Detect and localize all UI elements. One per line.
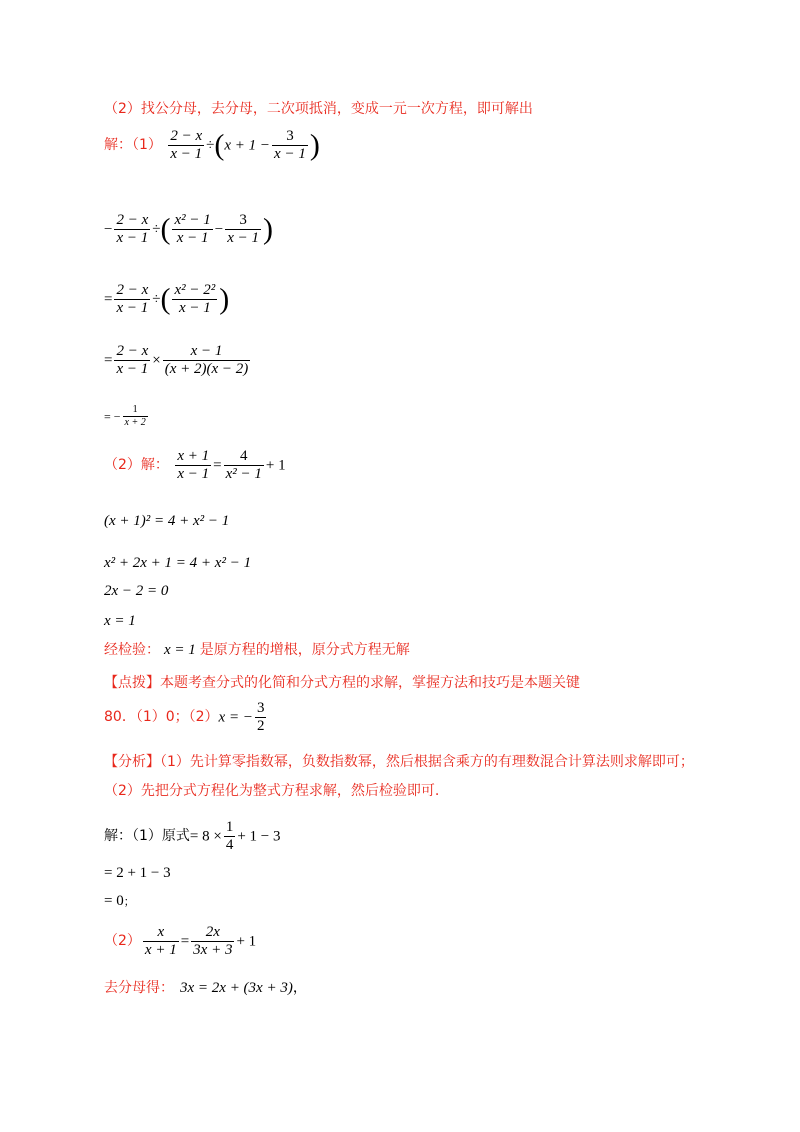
eq-line-d: x = 1: [104, 613, 136, 629]
step-4: = − $\frac{1}{x + 2}$: [104, 404, 146, 428]
analysis-line-2: （2）先把分式方程化为整式方程求解，然后检验即可.: [104, 783, 440, 799]
solution-80-step-c: = 0；: [104, 893, 135, 909]
solution-2-line: （2）解： $\frac{x + 1}{x - 1}$ = $\frac{4}{\text{x² − 1}}$ + 1: [104, 448, 286, 482]
step-2: = $\frac{2 - x}{x - 1}$ ÷( $\frac{\text{x² − 2²}}{x - 1}$ ): [104, 282, 230, 316]
step-1: − $\frac{2 - x}{x - 1}$ ÷( $\frac{\text{x² − 1}}{x - 1}$ − $\frac{3}{x - 1}$ ): [104, 212, 274, 246]
solution-80-part2: （2） $\frac{x}{x + 1}$ = $\frac{2x}{3x + 3}$ + 1: [104, 924, 257, 958]
fraction: $\frac{2 - x}{x - 1}$: [170, 128, 203, 162]
solution-label: 解：（1）: [104, 136, 162, 153]
eq-line-b: x² + 2x + 1 = 4 + x² − 1: [104, 555, 252, 571]
denominator-step: 去分母得： 3x = 2x + (3x + 3)，: [104, 980, 307, 996]
solution-1-line: 解：（1） $\frac{2 - x}{x - 1}$ ÷(x + 1 − $\frac{3}{x - 1}$ ): [104, 128, 320, 162]
solution-80-line: 解：（1）原式= 8 × $\frac{1}{4}$ + 1 − 3: [104, 819, 281, 853]
eq-line-a: (x + 1)² = 4 + x² − 1: [104, 513, 230, 529]
fraction: $\frac{3}{x - 1}$: [274, 128, 306, 162]
solution-label-2: （2）解：: [104, 456, 169, 473]
note-line: 【点拨】本题考查分式的化简和分式方程的求解，掌握方法和技巧是本题关键: [104, 675, 580, 691]
eq-line-c: 2x − 2 = 0: [104, 583, 169, 599]
analysis-line-1: 【分析】（1）先计算零指数幂，负数指数幂，然后根据含乘方的有理数混合计算法则求解即可；: [104, 754, 694, 770]
solution-80-step-b: = 2 + 1 − 3: [104, 865, 171, 881]
answer-80: 80．（1）0；（2）x = − $\frac{3}{2}$: [104, 700, 265, 734]
hint-line: （2）找公分母，去分母，二次项抵消，变成一元一次方程，即可解出: [104, 101, 533, 117]
check-line: 经检验： x = 1 是原方程的增根，原分式方程无解: [104, 642, 410, 658]
step-3: = $\frac{2 - x}{x - 1}$ × $\frac{x - 1}{(x + 2)(x - 2)}$: [104, 343, 249, 377]
